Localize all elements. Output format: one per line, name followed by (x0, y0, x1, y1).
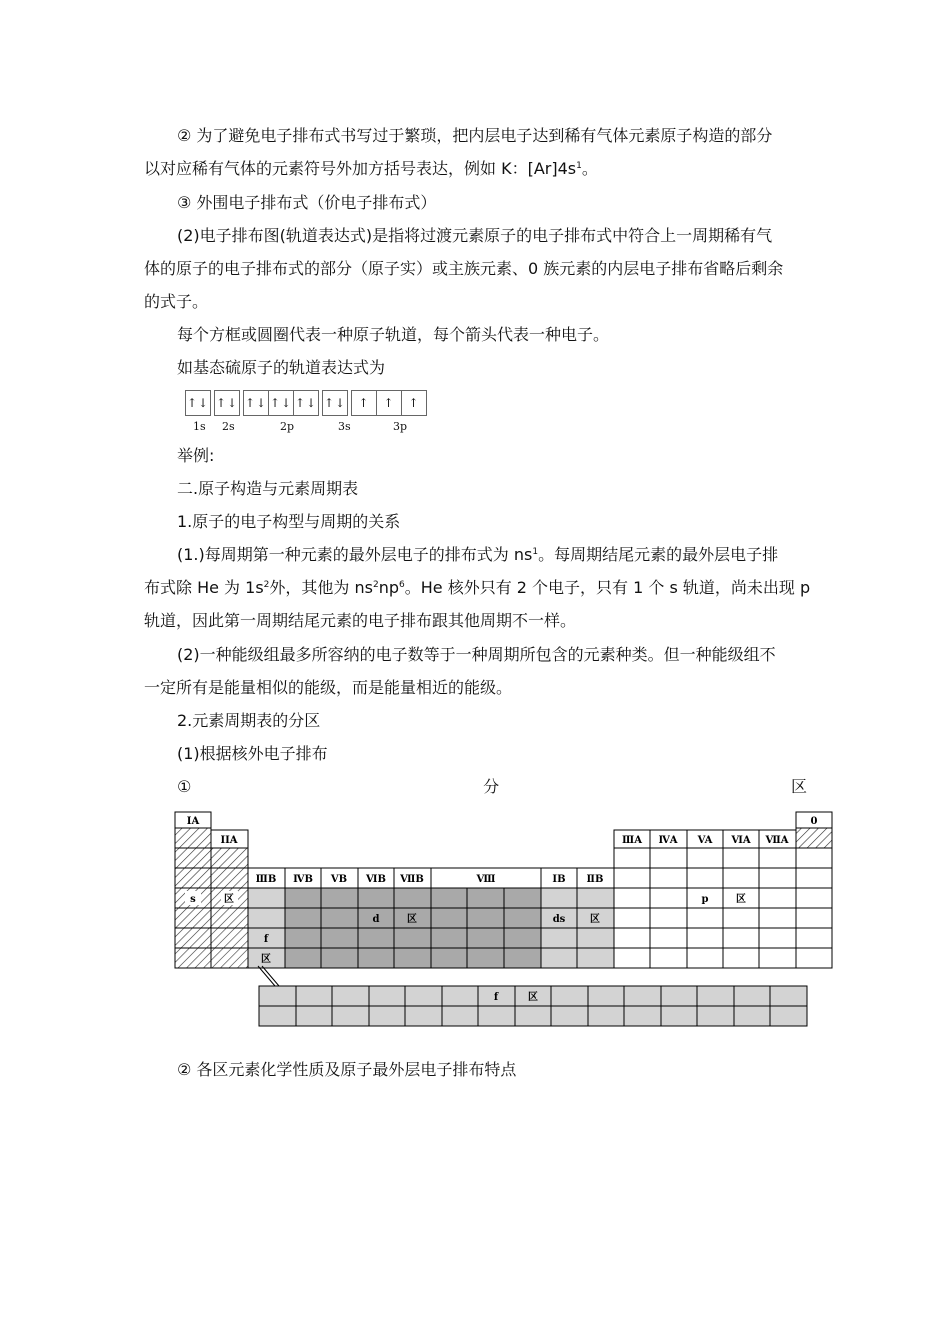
block-label-s: s (190, 894, 196, 905)
paragraph-5: 如基态硫原子的轨道表达式为 (177, 358, 386, 377)
group-label-iiib: ⅢB (255, 874, 277, 885)
heading-2-2: 2.元素周期表的分区 (177, 711, 321, 730)
orbital-label: 3s (338, 420, 351, 433)
paragraph-7b: 布式除 He 为 $1s^2$外，其他为 $ns^2np^6$。He 核外只有 2 个电子，只有 1 个 s 轨道，尚未出现 p (144, 578, 811, 597)
group-label-ib: IB (552, 874, 566, 885)
group-label-vb: VB (330, 874, 348, 885)
paragraph-9: (1)根据核外电子排布 (177, 744, 328, 763)
orbital-label: 2s (222, 420, 235, 433)
group-label-ia: IA (186, 816, 200, 827)
group-label-vib: ⅥB (366, 874, 386, 885)
orbital-box: ↑↓ (322, 390, 348, 416)
orbital-box: ↑ (351, 390, 377, 416)
paragraph-3c: 的式子。 (144, 292, 209, 311)
group-label-via: ⅥA (731, 835, 751, 846)
group-label-viib: ⅦB (400, 874, 424, 885)
block-label-f: f (263, 934, 269, 945)
paragraph-3b: 体的原子的电子排布式的部分（原子实）或主族元素、0 族元素的内层电子排布省略后剩余 (144, 259, 784, 278)
block-label-d: d (372, 914, 380, 925)
paragraph-3a: (2)电子排布图(轨道表达式)是指将过渡元素原子的电子排布式中符合上一周期稀有气 (177, 226, 773, 245)
block-label-f2-qu: 区 (528, 992, 538, 1003)
orbital-box: ↑ (376, 390, 402, 416)
block-label-f2: f (493, 992, 499, 1003)
group-label-iia: IIA (220, 835, 238, 846)
paragraph-10: ② 各区元素化学性质及原子最外层电子排布特点 (177, 1060, 517, 1079)
block-label-ds: ds (552, 914, 566, 925)
block-label-ds-qu: 区 (590, 914, 600, 925)
block-label-d-qu: 区 (407, 914, 417, 925)
group-label-viia: ⅦA (765, 835, 789, 846)
orbital-label: 2p (280, 420, 295, 433)
orbital-box: ↑↓ (268, 390, 294, 416)
paragraph-8a: (2)一种能级组最多所容纳的电子数等于一种周期所包含的元素种类。但一种能级组不 (177, 645, 776, 664)
heading-2: 二.原子构造与元素周期表 (177, 479, 359, 498)
qu-char: 区 (790, 777, 807, 796)
group-label-iib: ⅡB (586, 874, 604, 885)
orbital-box: ↑↓ (214, 390, 240, 416)
paragraph-1b: 以对应稀有气体的元素符号外加方括号表达，例如 K：$[Ar]4s^1$。 (144, 159, 598, 178)
paragraph-8b: 一定所有是能量相似的能级，而是能量相近的能级。 (144, 678, 513, 697)
block-label-s-qu: 区 (224, 894, 234, 905)
orbital-label: 3p (393, 420, 408, 433)
group-label-iva: ⅣA (658, 835, 678, 846)
orbital-box: ↑↓ (185, 390, 211, 416)
heading-2-1: 1.原子的电子构型与周期的关系 (177, 512, 401, 531)
block-label-p: p (701, 894, 709, 905)
paragraph-7c: 轨道，因此第一周期结尾元素的电子排布跟其他周期不一样。 (144, 611, 577, 630)
orbital-box: ↑↓ (293, 390, 319, 416)
group-label-ivb: ⅣB (293, 874, 313, 885)
group-label-0: 0 (810, 816, 818, 827)
paragraph-6: 举例: (177, 446, 215, 465)
paragraph-4: 每个方框或圆圈代表一种原子轨道，每个箭头代表一种电子。 (177, 325, 610, 344)
block-label-f-qu: 区 (261, 954, 271, 965)
helium-cell (796, 828, 832, 848)
paragraph-2: ③ 外围电子排布式（价电子排布式） (177, 193, 437, 212)
paragraph-1a: ② 为了避免电子排布式书写过于繁琐，把内层电子达到稀有气体元素原子构造的部分 (177, 126, 773, 145)
group-label-viii: Ⅷ (476, 874, 496, 885)
block-label-p-qu: 区 (736, 894, 746, 905)
group-label-iiia: ⅢA (622, 835, 642, 846)
orbital-box: ↑↓ (243, 390, 269, 416)
fen-char: 分 (483, 777, 500, 796)
group-label-va: VA (697, 835, 713, 846)
circled-one: ① (177, 777, 192, 796)
orbital-box: ↑ (401, 390, 427, 416)
paragraph-7a: (1.)每周期第一种元素的最外层电子的排布式为 $ns^1$。每周期结尾元素的最外层电子排 (177, 545, 779, 564)
orbital-label: 1s (193, 420, 206, 433)
